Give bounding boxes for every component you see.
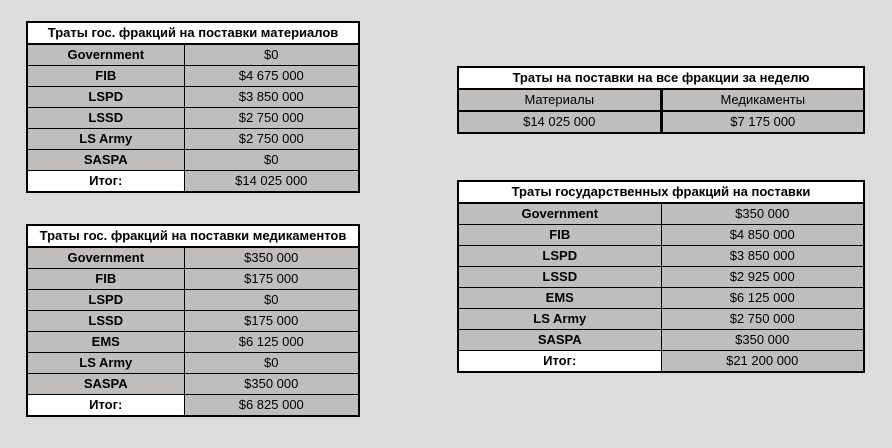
amount-cell[interactable]: $350 000: [661, 330, 864, 351]
medicine-spending-table: [26, 224, 360, 417]
table-row: [27, 311, 359, 332]
table-row: [27, 129, 359, 150]
amount-cell[interactable]: $6 125 000: [184, 332, 359, 353]
total-label[interactable]: Итог:: [458, 351, 661, 373]
table-header-row: [458, 89, 864, 111]
faction-name[interactable]: LS Army: [27, 353, 184, 374]
faction-name[interactable]: SASPA: [458, 330, 661, 351]
medicine-column-header[interactable]: Медикаменты: [661, 89, 864, 111]
table-row: [458, 203, 864, 225]
table-row: [458, 246, 864, 267]
materials-weekly-amount[interactable]: $14 025 000: [458, 111, 661, 133]
total-label[interactable]: Итог:: [27, 171, 184, 193]
table-row: [27, 353, 359, 374]
faction-name[interactable]: SASPA: [27, 374, 184, 395]
faction-name[interactable]: EMS: [458, 288, 661, 309]
faction-name[interactable]: Government: [458, 203, 661, 225]
amount-cell[interactable]: $4 850 000: [661, 225, 864, 246]
faction-name[interactable]: LSSD: [458, 267, 661, 288]
faction-name[interactable]: LSPD: [27, 87, 184, 108]
weekly-spending-table: [457, 66, 865, 134]
materials-table-title: Траты гос. фракций на поставки материалов: [27, 22, 359, 44]
faction-name[interactable]: Government: [27, 247, 184, 269]
faction-name[interactable]: Government: [27, 44, 184, 66]
table-row: [27, 332, 359, 353]
faction-name[interactable]: SASPA: [27, 150, 184, 171]
amount-cell[interactable]: $2 750 000: [661, 309, 864, 330]
total-amount[interactable]: $14 025 000: [184, 171, 359, 193]
amount-cell[interactable]: $3 850 000: [184, 87, 359, 108]
faction-name[interactable]: FIB: [27, 269, 184, 290]
amount-cell[interactable]: $2 925 000: [661, 267, 864, 288]
amount-cell[interactable]: $350 000: [661, 203, 864, 225]
table-row: [27, 108, 359, 129]
materials-column-header[interactable]: Материалы: [458, 89, 661, 111]
medicine-weekly-amount[interactable]: $7 175 000: [661, 111, 864, 133]
amount-cell[interactable]: $6 125 000: [661, 288, 864, 309]
faction-name[interactable]: LSPD: [27, 290, 184, 311]
table-row: [458, 309, 864, 330]
table-row: [27, 150, 359, 171]
table-row: [27, 374, 359, 395]
table-row: [27, 66, 359, 87]
total-row: [27, 395, 359, 417]
faction-name[interactable]: FIB: [27, 66, 184, 87]
table-row: [27, 290, 359, 311]
total-amount[interactable]: $21 200 000: [661, 351, 864, 373]
faction-name[interactable]: LS Army: [27, 129, 184, 150]
table-row: [458, 225, 864, 246]
table-row: [458, 330, 864, 351]
medicine-table-title: Траты гос. фракций на поставки медикаментов: [27, 225, 359, 247]
amount-cell[interactable]: $175 000: [184, 311, 359, 332]
total-label[interactable]: Итог:: [27, 395, 184, 417]
total-amount[interactable]: $6 825 000: [184, 395, 359, 417]
all-table-title: Траты государственных фракций на поставки: [458, 181, 864, 203]
total-row: [458, 351, 864, 373]
table-row: [27, 247, 359, 269]
faction-name[interactable]: LSSD: [27, 108, 184, 129]
amount-cell[interactable]: $0: [184, 353, 359, 374]
materials-spending-table: [26, 21, 360, 193]
amount-cell[interactable]: $0: [184, 290, 359, 311]
amount-cell[interactable]: $175 000: [184, 269, 359, 290]
faction-name[interactable]: LS Army: [458, 309, 661, 330]
table-row: [27, 269, 359, 290]
amount-cell[interactable]: $0: [184, 44, 359, 66]
amount-cell[interactable]: $350 000: [184, 247, 359, 269]
table-row: [458, 267, 864, 288]
weekly-table-title: Траты на поставки на все фракции за неделю: [458, 67, 864, 89]
faction-name[interactable]: LSPD: [458, 246, 661, 267]
all-factions-spending-table: [457, 180, 865, 373]
amount-cell[interactable]: $3 850 000: [661, 246, 864, 267]
table-row: [27, 44, 359, 66]
faction-name[interactable]: LSSD: [27, 311, 184, 332]
amount-cell[interactable]: $2 750 000: [184, 129, 359, 150]
faction-name[interactable]: FIB: [458, 225, 661, 246]
amount-cell[interactable]: $2 750 000: [184, 108, 359, 129]
amount-cell[interactable]: $0: [184, 150, 359, 171]
amount-cell[interactable]: $4 675 000: [184, 66, 359, 87]
amount-cell[interactable]: $350 000: [184, 374, 359, 395]
total-row: [27, 171, 359, 193]
table-row: [458, 111, 864, 133]
table-row: [458, 288, 864, 309]
faction-name[interactable]: EMS: [27, 332, 184, 353]
table-row: [27, 87, 359, 108]
